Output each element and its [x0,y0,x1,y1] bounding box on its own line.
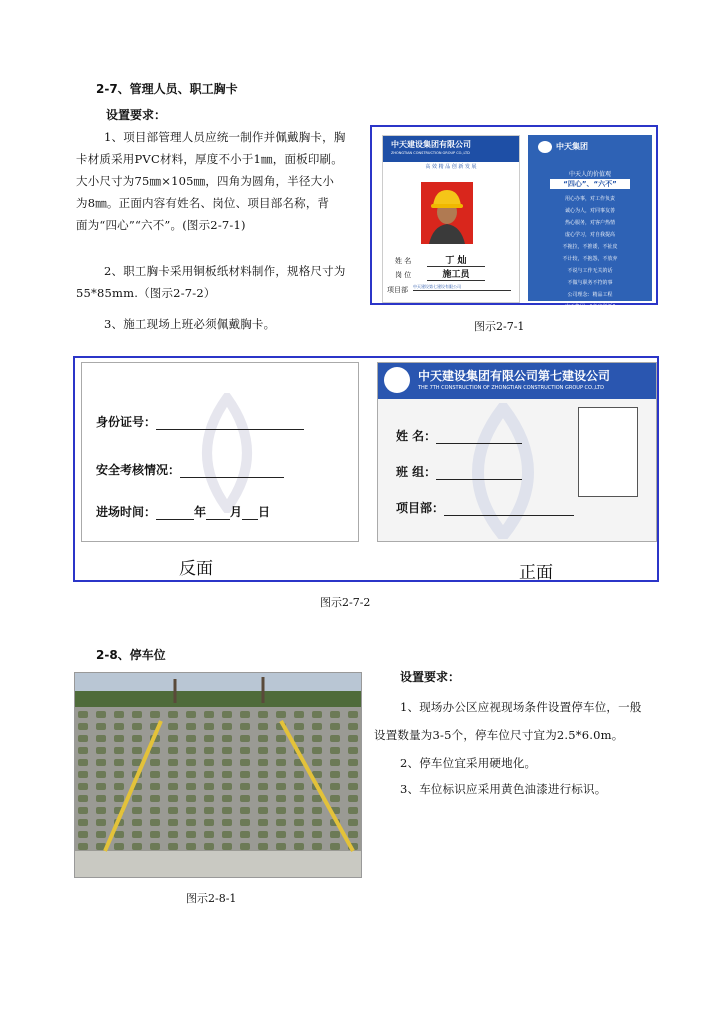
text-line: 2、停车位宜采用硬地化。 [400,756,537,770]
badge-back-side [81,362,359,542]
front-company-name-en: THE 7TH CONSTRUCTION OF ZHONGTIAN CONSTRUCTION GROUP CO.,LTD [418,385,604,391]
figure-caption: 图示2-7-1 [474,320,525,333]
back-side-label: 反面 [179,559,213,579]
slogan: 高 效 精 品 创 新 发 展 [425,164,477,170]
entry-date-label: 进场时间： [96,505,157,519]
section-heading-2-7: 2-7、管理人员、职工胸卡 [96,82,238,96]
day-label: 日 [258,505,271,519]
front-project-label: 项目部： [396,501,445,515]
front-header [378,363,656,399]
text-line: 大小尺寸为75㎜×105㎜，四角为圆角，半径大小 [76,174,335,188]
name-value: 丁 灿 [427,253,485,267]
text-line: 3、施工现场上班必须佩戴胸卡。 [104,317,276,331]
requirements-label: 设置要求： [106,108,167,122]
values-list [528,193,652,313]
front-name-field [396,427,522,444]
badge-figure-1 [370,125,658,310]
post-label: 岗 位 [395,271,412,279]
parking-photo [74,672,362,878]
id-number-label: 身份证号： [96,415,157,429]
values-line: 中天集团：“务实创新” [564,304,616,310]
text-line: 3、车位标识应采用黄色油漆进行标识。 [400,782,607,796]
values-line: 诚心为人，对同事友善 [564,208,615,214]
name-label: 姓 名 [395,257,412,265]
figure-caption: 图示2-7-2 [320,596,371,609]
values-line: 公司理念：精品工程 [567,292,613,298]
requirements-text [104,126,366,148]
photo-placeholder [578,407,638,497]
project-label: 项目部 [387,286,408,294]
text-line: 2、职工胸卡采用铜板纸材料制作，规格尺寸为 [104,264,346,278]
project-value: 中天建设第七建设有限公司 [413,284,511,291]
front-side-label: 正面 [519,563,553,583]
values-line: 不计较，不抱怨，不放弃 [562,256,618,262]
values-line: 虚心学习，对自我提高 [564,232,615,238]
requirements-text-block [76,148,368,236]
entry-date-field [96,503,270,520]
worker-portrait-icon [421,182,473,244]
id-number-field [96,413,304,430]
values-line: 不做与职务不符的事 [567,280,613,286]
text-line: 卡材质采用PVC材料，厚度不小于1㎜，面板印刷。 [76,152,343,166]
front-team-field [396,463,522,480]
front-project-field [396,499,574,516]
values-line: 不拖拉，不推诿，不扯皮 [562,244,618,250]
front-name-label: 姓 名： [396,429,437,443]
values-line: 不说与工作无关的话 [567,268,613,274]
text-line: 设置数量为3-5个，停车位尺寸宜为2.5*6.0m。 [374,728,624,742]
values-title: 中天人的价值观 [568,171,611,178]
company-name: 中天建设集团有限公司 [391,140,471,149]
year-label: 年 [194,505,207,519]
badge-back [528,135,652,310]
safety-check-field [96,461,284,478]
badge-front-side [377,362,657,542]
text-line: 面为“四心”“六不”。(图示2-7-1) [76,218,246,232]
text-line: 1、现场办公区应视现场条件设置停车位，一般 [400,700,642,714]
back-logo-text: 中天集团 [556,142,588,151]
requirements-label: 设置要求： [400,670,461,684]
id-photo [421,182,473,244]
badge-figure-2 [73,356,659,582]
text-line: 1、项目部管理人员应统一制作并佩戴胸卡，胸 [104,130,346,144]
company-logo-icon [538,141,552,153]
values-line: 用心办事，对工作负责 [564,196,615,202]
safety-check-label: 安全考核情况： [96,463,181,477]
company-logo-icon [384,367,410,393]
company-name-en: ZHONGTIAN CONSTRUCTION GROUP CO.,LTD [391,151,470,155]
text-line: 为8㎜。正面内容有姓名、岗位、项目部名称，背 [76,196,330,210]
month-label: 月 [230,505,243,519]
front-team-label: 班 组： [396,465,437,479]
parking-lot-image [75,673,362,878]
front-company-name: 中天建设集团有限公司第七建设公司 [418,369,611,383]
badge-front [382,135,520,303]
values-quote: “四心”、“六不” [550,179,630,189]
figure-caption: 图示2-8-1 [186,892,237,905]
section-heading-2-8: 2-8、停车位 [96,648,166,662]
values-line: 热心服务，对客户热情 [564,220,615,226]
text-line: 55*85mm.（图示2-7-2） [76,286,216,300]
badge-header [383,136,519,162]
watermark-logo-icon [182,393,272,513]
post-value: 施工员 [427,267,485,281]
